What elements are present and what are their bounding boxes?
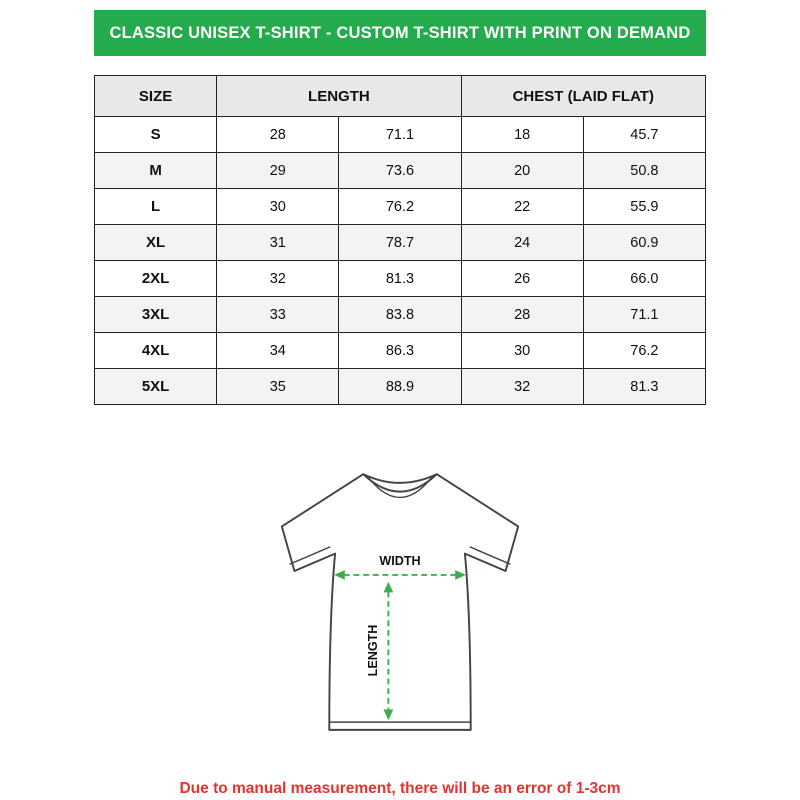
length-in-cell: 29: [217, 153, 339, 189]
length-cm-cell: 86.3: [339, 333, 461, 369]
chest-in-cell: 18: [461, 117, 583, 153]
chest-cm-cell: 81.3: [583, 369, 705, 405]
table-row: [95, 297, 706, 333]
page-title: CLASSIC UNISEX T-SHIRT - CUSTOM T-SHIRT WITH PRINT ON DEMAND: [109, 24, 691, 42]
measurement-note: Due to manual measurement, there will be an error of 1-3cm: [179, 780, 621, 797]
length-cm-cell: 76.2: [339, 189, 461, 225]
col-header-chest: CHEST (LAID FLAT): [461, 76, 705, 117]
size-cell: 2XL: [95, 261, 217, 297]
length-in-cell: 31: [217, 225, 339, 261]
tshirt-illustration: [245, 449, 555, 757]
table-row: [95, 189, 706, 225]
size-cell: 3XL: [95, 297, 217, 333]
length-cm-cell: 78.7: [339, 225, 461, 261]
length-cm-cell: 81.3: [339, 261, 461, 297]
length-in-cell: 28: [217, 117, 339, 153]
size-cell: S: [95, 117, 217, 153]
chest-cm-cell: 71.1: [583, 297, 705, 333]
length-in-cell: 33: [217, 297, 339, 333]
size-cell: L: [95, 189, 217, 225]
table-header-row: [95, 76, 706, 117]
length-in-cell: 34: [217, 333, 339, 369]
chest-in-cell: 22: [461, 189, 583, 225]
chest-cm-cell: 66.0: [583, 261, 705, 297]
chest-cm-cell: 60.9: [583, 225, 705, 261]
title-banner: [94, 10, 706, 56]
chest-cm-cell: 45.7: [583, 117, 705, 153]
size-table: [94, 75, 706, 405]
chest-in-cell: 32: [461, 369, 583, 405]
table-row: [95, 261, 706, 297]
chest-in-cell: 28: [461, 297, 583, 333]
table-row: [95, 333, 706, 369]
chest-in-cell: 20: [461, 153, 583, 189]
length-cm-cell: 73.6: [339, 153, 461, 189]
chest-in-cell: 30: [461, 333, 583, 369]
size-cell: XL: [95, 225, 217, 261]
size-cell: M: [95, 153, 217, 189]
length-in-cell: 35: [217, 369, 339, 405]
chest-cm-cell: 50.8: [583, 153, 705, 189]
width-label: WIDTH: [379, 554, 421, 569]
length-cm-cell: 83.8: [339, 297, 461, 333]
table-row: [95, 153, 706, 189]
col-header-size: SIZE: [95, 76, 217, 117]
chest-in-cell: 26: [461, 261, 583, 297]
tshirt-outline: [282, 474, 518, 730]
length-label: LENGTH: [365, 624, 380, 677]
size-cell: 5XL: [95, 369, 217, 405]
tshirt-diagram: [0, 449, 800, 762]
chest-cm-cell: 76.2: [583, 333, 705, 369]
length-cm-cell: 88.9: [339, 369, 461, 405]
table-row: [95, 117, 706, 153]
length-in-cell: 32: [217, 261, 339, 297]
col-header-length: LENGTH: [217, 76, 461, 117]
table-row: [95, 225, 706, 261]
size-cell: 4XL: [95, 333, 217, 369]
length-cm-cell: 71.1: [339, 117, 461, 153]
table-row: [95, 369, 706, 405]
chest-in-cell: 24: [461, 225, 583, 261]
chest-cm-cell: 55.9: [583, 189, 705, 225]
length-in-cell: 30: [217, 189, 339, 225]
